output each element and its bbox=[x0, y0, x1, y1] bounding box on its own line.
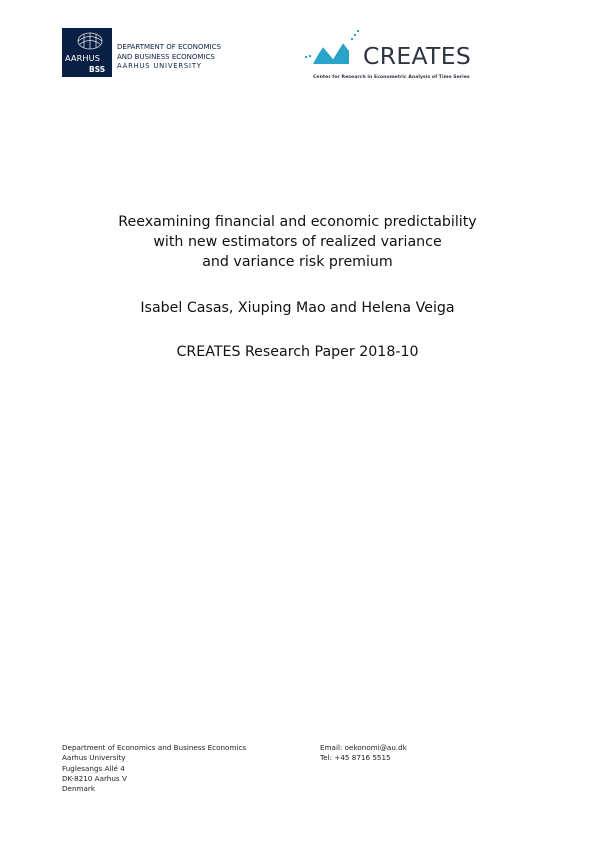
creates-chart-icon bbox=[305, 28, 361, 73]
creates-wordmark: CREATES bbox=[363, 42, 472, 70]
address-line: Department of Economics and Business Economics bbox=[62, 743, 247, 752]
paper-title bbox=[0, 212, 595, 272]
paper-authors: Isabel Casas, Xiuping Mao and Helena Veiga bbox=[140, 300, 455, 316]
address-line: Aarhus University bbox=[62, 753, 126, 763]
footer-contact bbox=[320, 743, 407, 764]
department-name bbox=[117, 43, 221, 72]
address-line: Denmark bbox=[62, 784, 96, 794]
department-line-1: DEPARTMENT OF ECONOMICS bbox=[117, 43, 221, 51]
title-line-2: with new estimators of realized variance bbox=[153, 234, 442, 250]
series-number: CREATES Research Paper 2018-10 bbox=[176, 344, 419, 360]
department-line-3: AARHUS UNIVERSITY bbox=[117, 62, 202, 71]
creates-subtitle: Center for Research in Econometric Analysis of Time Series bbox=[313, 75, 470, 80]
title-line-1: Reexamining financial and economic predictability bbox=[118, 214, 477, 230]
department-line-2: AND BUSINESS ECONOMICS bbox=[117, 52, 215, 61]
aarhus-bss-logo bbox=[62, 28, 112, 77]
footer-address bbox=[62, 743, 246, 794]
contact-email: Email: oekonomi@au.dk bbox=[320, 743, 407, 752]
bss-word: BSS bbox=[89, 65, 106, 74]
title-line-3: and variance risk premium bbox=[202, 254, 393, 270]
contact-phone: Tel: +45 8716 5515 bbox=[320, 753, 391, 763]
aarhus-word: AARHUS bbox=[65, 53, 101, 63]
address-line: Fuglesangs Allé 4 bbox=[62, 763, 125, 773]
address-line: DK-8210 Aarhus V bbox=[62, 773, 127, 783]
creates-logo bbox=[305, 28, 480, 86]
